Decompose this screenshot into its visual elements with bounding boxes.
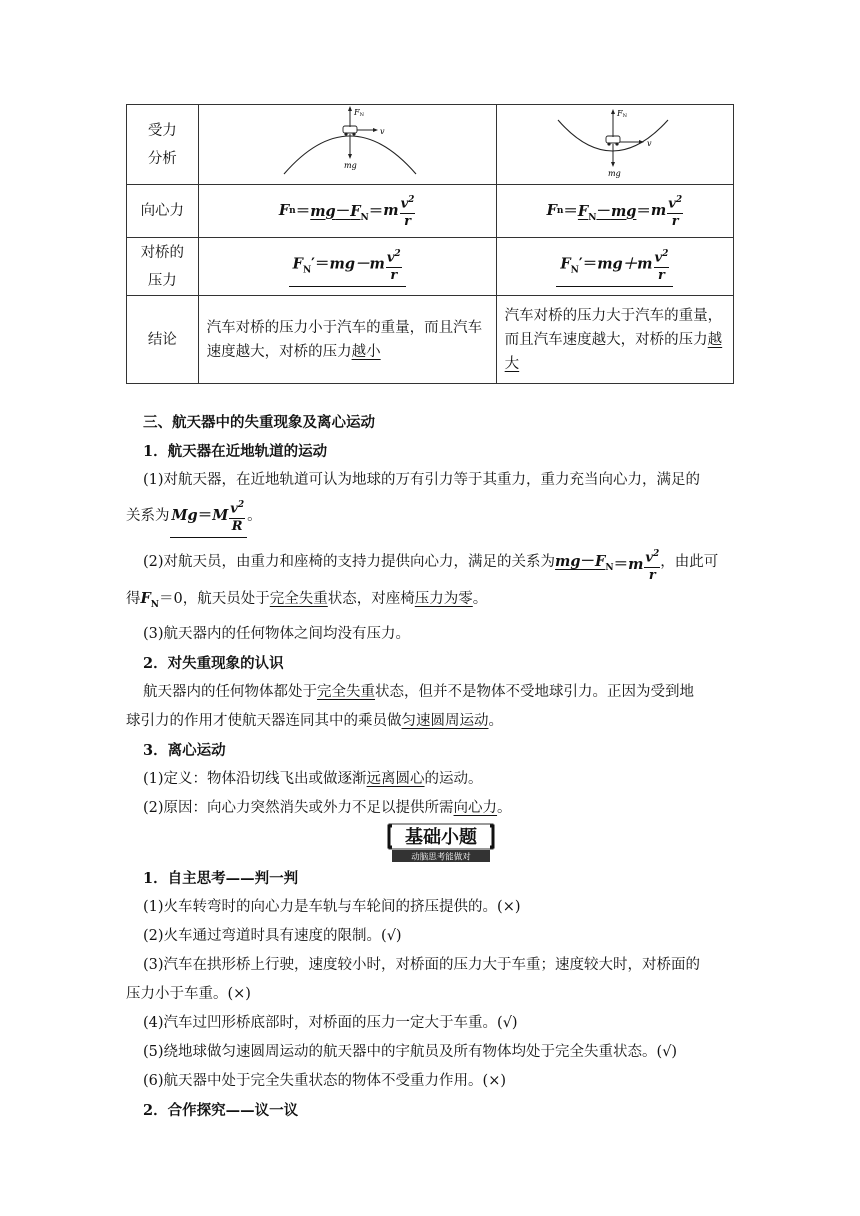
f-symbol: F	[560, 255, 571, 273]
text: 状态，对座椅	[327, 591, 415, 607]
badge-title: 基础小题	[405, 827, 477, 848]
v-label: v	[380, 126, 385, 136]
v: v	[230, 501, 238, 517]
concave-bridge-diagram	[550, 106, 680, 180]
prime: ′	[311, 255, 315, 273]
eq: ＝	[295, 203, 311, 221]
practice-item: (5)绕地球做匀速圆周运动的航天器中的宇航员及所有物体均处于完全失重状态。(√)	[143, 1044, 678, 1060]
sup: 2	[394, 249, 401, 260]
sup: 2	[237, 500, 245, 511]
fn-label: FN	[616, 108, 627, 119]
text: 航天器内的任何物体都处于	[143, 683, 317, 700]
numerator	[667, 192, 683, 213]
term: Mg	[171, 507, 198, 524]
row-label-force-analysis	[127, 105, 199, 185]
v-label: v	[646, 138, 652, 148]
paragraph: (3)航天器内的任何物体之间均没有压力。	[143, 625, 411, 642]
sup: 2	[675, 195, 683, 206]
term: mg＋m	[597, 255, 653, 273]
answer-blank	[555, 541, 614, 589]
practice-item: (1)火车转弯时的向心力是车轨与车轮间的挤压提供的。(×)	[143, 899, 521, 915]
conclusion-concave	[496, 296, 733, 384]
f-symbol: F	[292, 255, 303, 273]
paragraph: (1)对航天器，在近地轨道可认为地球的万有引力等于其重力，重力充当向心力，满足的	[143, 472, 701, 488]
label-line: 对桥的	[140, 244, 185, 261]
eq: ＝	[368, 203, 384, 221]
text: 。	[497, 799, 512, 816]
practice-item: (6)航天器中处于完全失重状态的物体不受重力作用。(×)	[143, 1073, 507, 1089]
v: v	[386, 250, 395, 266]
eq: ＝	[613, 555, 629, 573]
mg-label: mg	[607, 168, 621, 178]
arrow-head	[373, 128, 378, 132]
convex-bridge-diagram-cell	[198, 105, 496, 185]
answer-blank	[289, 246, 406, 286]
row-label-centripetal: 向心力	[127, 185, 199, 238]
car-wheel	[615, 142, 618, 145]
v: v	[654, 250, 663, 266]
badge-subtitle: 动脑思考能做对	[411, 852, 471, 863]
text: 。	[488, 712, 503, 729]
formula	[279, 192, 416, 229]
answer-blank: 完全失重	[317, 683, 375, 700]
denominator: r	[390, 267, 398, 283]
numerator	[229, 497, 245, 518]
practice-section	[126, 864, 740, 1125]
sup: 2	[652, 549, 660, 560]
arrow-head	[348, 106, 352, 111]
centripetal-formula-concave	[496, 185, 733, 238]
convex-bridge-diagram	[272, 106, 422, 180]
text: 得	[126, 591, 141, 607]
car-wheel	[607, 142, 610, 145]
practice-title: 1．自主思考——判一判	[143, 870, 299, 887]
text: 状态，但并不是物体不受地球引力。正因为受到地	[375, 683, 694, 700]
practice-item: (3)汽车在拱形桥上行驶，速度较小时，对桥面的压力大于车重；速度较大时，对桥面的	[143, 957, 701, 973]
table-row	[127, 105, 734, 185]
sub: n	[289, 205, 296, 216]
prime: ′	[578, 255, 583, 273]
answer-blank: 完全失重	[269, 591, 328, 607]
label-line: 分析	[147, 150, 177, 167]
practice-item: (2)火车通过弯道时具有速度的限制。(√)	[143, 928, 402, 944]
sup: 2	[408, 195, 415, 206]
fn-label: FN	[354, 107, 365, 118]
term: F	[350, 202, 361, 220]
text: 的运动。	[424, 770, 483, 787]
term: F	[140, 590, 151, 607]
op: －	[596, 202, 611, 220]
table-row	[127, 296, 734, 384]
table-row	[127, 238, 734, 296]
car-icon	[606, 136, 620, 143]
section-title: 三、航天器中的失重现象及离心运动	[143, 414, 375, 431]
centripetal-formula-convex	[198, 185, 496, 238]
text: ＝0，航天员处于	[159, 591, 270, 607]
fraction	[654, 246, 670, 283]
term: m	[383, 202, 399, 220]
conclusion-text: 汽车对桥的压力小于汽车的重量，而且汽车速度越大，对桥的压力	[206, 319, 483, 360]
answer-blank: 越小	[351, 343, 381, 360]
paragraph	[126, 794, 740, 823]
row-label-pressure	[127, 238, 199, 296]
label-line: 受力	[147, 122, 177, 139]
term: mg	[610, 202, 637, 220]
fraction	[644, 546, 660, 583]
f-symbol: F	[278, 202, 290, 220]
basic-exercises-badge	[386, 822, 496, 864]
sup: 2	[662, 249, 669, 260]
sub: n	[556, 205, 564, 216]
car-wheel	[353, 132, 356, 135]
answer-blank	[556, 246, 673, 286]
eq: ＝	[582, 255, 598, 273]
term: mg	[310, 202, 336, 220]
term: mg	[555, 553, 581, 570]
arrow-head	[611, 162, 615, 167]
answer-blank: 向心力	[453, 799, 498, 816]
numerator	[400, 192, 416, 213]
term: mg－m	[329, 255, 385, 273]
paragraph	[126, 495, 740, 537]
pressure-formula-convex	[198, 238, 496, 296]
answer-blank	[170, 495, 248, 538]
denominator: r	[404, 213, 411, 229]
term: m	[628, 555, 644, 573]
bridge-comparison-table	[126, 104, 734, 384]
answer-blank: 远离圆心	[366, 770, 425, 787]
eq: ＝	[636, 203, 651, 221]
term: F	[577, 202, 589, 220]
formula	[547, 192, 684, 229]
pressure-formula-concave	[496, 238, 733, 296]
denominator: R	[231, 518, 243, 534]
denominator: r	[648, 567, 656, 583]
paragraph	[126, 678, 740, 707]
paragraph	[126, 584, 740, 620]
text: (1)定义：物体沿切线飞出或做逐渐	[143, 770, 367, 787]
car-icon	[343, 126, 357, 133]
text: 。	[247, 508, 262, 524]
table-row	[127, 185, 734, 238]
arrow-head	[348, 154, 352, 159]
denominator: r	[658, 267, 665, 283]
op: －	[335, 202, 351, 220]
paragraph	[126, 765, 740, 794]
practice-item: (4)汽车过凹形桥底部时，对桥面的压力一定大于车重。(√)	[143, 1015, 518, 1031]
eq: ＝	[315, 255, 330, 273]
eq: ＝	[197, 507, 213, 524]
arrow-head	[611, 109, 615, 114]
fraction	[400, 192, 416, 229]
fraction	[229, 497, 245, 534]
text: (2)对航天员，由重力和座椅的支持力提供向心力，满足的关系为	[143, 554, 556, 570]
subsection-title: 3．离心运动	[143, 741, 226, 759]
v: v	[645, 550, 653, 566]
answer-blank: 匀速圆周运动	[401, 712, 489, 729]
answer-blank	[310, 200, 369, 223]
term: m	[650, 202, 667, 220]
v: v	[668, 196, 676, 212]
arrow-head	[639, 140, 644, 144]
sub: N	[302, 265, 312, 276]
text: (2)原因：向心力突然消失或外力不足以提供所需	[143, 799, 454, 816]
fraction	[667, 192, 683, 229]
numerator	[654, 246, 670, 267]
fraction	[386, 246, 402, 283]
term: F	[595, 553, 606, 570]
sub: N	[570, 265, 579, 276]
practice-title: 2．合作探究——议一议	[143, 1102, 299, 1119]
car-wheel	[345, 132, 348, 135]
conclusion-convex	[198, 296, 496, 384]
f-symbol: F	[546, 202, 557, 220]
text: 球引力的作用才使航天器连同其中的乘员做	[126, 712, 402, 729]
text: ，由此可	[660, 554, 719, 570]
sub: N	[150, 599, 160, 610]
paragraph	[126, 541, 740, 583]
paragraph	[126, 707, 740, 736]
sub: N	[588, 212, 597, 223]
text: 。	[472, 591, 488, 607]
section-3	[126, 408, 740, 823]
formula	[555, 541, 660, 589]
op: －	[580, 553, 596, 570]
sub: N	[360, 212, 369, 223]
v: v	[400, 196, 409, 212]
concave-bridge-diagram-cell	[496, 105, 733, 185]
text: 关系为	[126, 508, 170, 524]
eq: ＝	[563, 203, 578, 221]
answer-blank: 压力为零	[414, 591, 473, 607]
subsection-title: 2．对失重现象的认识	[143, 654, 284, 672]
practice-item: 压力小于车重。(×)	[126, 986, 251, 1002]
subsection-title: 1．航天器在近地轨道的运动	[143, 443, 328, 460]
term: M	[212, 507, 229, 524]
row-label-conclusion: 结论	[127, 296, 199, 384]
numerator	[386, 246, 402, 267]
answer-blank: 越大	[504, 331, 723, 372]
label-line: 压力	[147, 272, 177, 289]
denominator: r	[671, 213, 679, 229]
conclusion-text: 汽车对桥的压力大于汽车的重量，而且汽车速度越大，对桥的压力	[504, 307, 723, 348]
mg-label: mg	[344, 160, 357, 170]
answer-blank	[578, 200, 637, 223]
sub: N	[605, 562, 614, 573]
numerator	[644, 546, 660, 567]
